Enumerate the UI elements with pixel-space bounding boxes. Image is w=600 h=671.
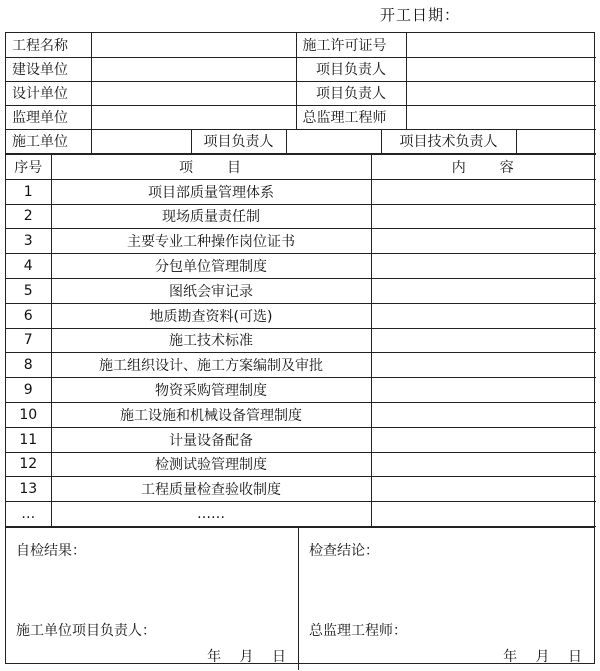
item-number: … xyxy=(6,502,51,527)
item-name: 施工技术标准 xyxy=(51,328,371,353)
contractor-manager-label: 项目负责人 xyxy=(191,130,286,154)
supervision-unit-label: 监理单位 xyxy=(6,105,91,129)
table-row xyxy=(6,502,596,527)
item-content-field[interactable] xyxy=(371,502,596,527)
project-name-field[interactable] xyxy=(91,33,296,57)
item-number: 2 xyxy=(6,204,51,229)
item-name: 检测试验管理制度 xyxy=(51,452,371,477)
contractor-row xyxy=(6,130,596,154)
owner-unit-field[interactable] xyxy=(91,57,296,81)
item-name: 现场质量责任制 xyxy=(51,204,371,229)
item-name: 工程质量检查验收制度 xyxy=(51,477,371,502)
chief-supervisor-label: 总监理工程师 xyxy=(296,105,406,129)
owner-unit-label: 建设单位 xyxy=(6,57,91,81)
item-name: 计量设备配备 xyxy=(51,427,371,452)
item-number: 1 xyxy=(6,179,51,204)
item-number: 4 xyxy=(6,254,51,279)
table-row xyxy=(6,328,596,353)
permit-number-field[interactable] xyxy=(406,33,596,57)
table-row xyxy=(6,179,596,204)
column-header-no: 序号 xyxy=(6,155,51,180)
column-header-content: 内 容 xyxy=(371,155,596,180)
design-manager-label: 项目负责人 xyxy=(296,81,406,105)
supervisor-signer-label: 总监理工程师： xyxy=(309,622,407,639)
contractor-unit-field[interactable] xyxy=(91,130,191,154)
contractor-signer-label: 施工单位项目负责人： xyxy=(16,622,156,639)
table-row xyxy=(6,452,596,477)
item-name: 地质勘查资料(可选) xyxy=(51,303,371,328)
table-row xyxy=(6,254,596,279)
contractor-sign-date: 年 月 日 xyxy=(207,648,286,665)
design-unit-field[interactable] xyxy=(91,81,296,105)
item-name: 分包单位管理制度 xyxy=(51,254,371,279)
self-check-panel xyxy=(6,528,299,670)
signature-section xyxy=(6,527,594,670)
table-row xyxy=(6,303,596,328)
inspection-conclusion-label: 检查结论： xyxy=(309,542,379,559)
project-name-row xyxy=(6,33,596,57)
table-row xyxy=(6,353,596,378)
item-number: 10 xyxy=(6,402,51,427)
owner-manager-label: 项目负责人 xyxy=(296,57,406,81)
design-manager-field[interactable] xyxy=(406,81,596,105)
table-row xyxy=(6,278,596,303)
table-row xyxy=(6,427,596,452)
contractor-table xyxy=(6,130,596,155)
table-row xyxy=(6,402,596,427)
item-content-field[interactable] xyxy=(371,278,596,303)
design-unit-label: 设计单位 xyxy=(6,81,91,105)
item-name: 项目部质量管理体系 xyxy=(51,179,371,204)
quality-check-form xyxy=(5,32,595,664)
column-header-row xyxy=(6,155,596,180)
item-name: …… xyxy=(51,502,371,527)
item-number: 13 xyxy=(6,477,51,502)
supervision-unit-field[interactable] xyxy=(91,105,296,129)
item-name: 物资采购管理制度 xyxy=(51,378,371,403)
item-content-field[interactable] xyxy=(371,328,596,353)
item-content-field[interactable] xyxy=(371,254,596,279)
chief-supervisor-field[interactable] xyxy=(406,105,596,129)
permit-number-label: 施工许可证号 xyxy=(296,33,406,57)
item-name: 图纸会审记录 xyxy=(51,278,371,303)
item-content-field[interactable] xyxy=(371,179,596,204)
item-number: 9 xyxy=(6,378,51,403)
tech-manager-field[interactable] xyxy=(516,130,596,154)
item-content-field[interactable] xyxy=(371,427,596,452)
owner-row xyxy=(6,57,596,81)
item-content-field[interactable] xyxy=(371,353,596,378)
table-row xyxy=(6,204,596,229)
item-name: 施工设施和机械设备管理制度 xyxy=(51,402,371,427)
column-header-item: 项 目 xyxy=(51,155,371,180)
design-row xyxy=(6,81,596,105)
item-number: 3 xyxy=(6,229,51,254)
item-content-field[interactable] xyxy=(371,477,596,502)
inspection-conclusion-panel xyxy=(299,528,594,670)
item-number: 6 xyxy=(6,303,51,328)
item-number: 7 xyxy=(6,328,51,353)
supervision-row xyxy=(6,105,596,129)
project-info-table xyxy=(6,33,596,130)
item-content-field[interactable] xyxy=(371,229,596,254)
table-row xyxy=(6,229,596,254)
item-name: 施工组织设计、施工方案编制及审批 xyxy=(51,353,371,378)
start-date-label: 开工日期： xyxy=(380,6,461,24)
item-name: 主要专业工种操作岗位证书 xyxy=(51,229,371,254)
contractor-manager-field[interactable] xyxy=(286,130,381,154)
table-row xyxy=(6,477,596,502)
item-number: 11 xyxy=(6,427,51,452)
item-content-field[interactable] xyxy=(371,402,596,427)
item-content-field[interactable] xyxy=(371,303,596,328)
contractor-unit-label: 施工单位 xyxy=(6,130,91,154)
supervisor-sign-date: 年 月 日 xyxy=(503,648,582,665)
item-content-field[interactable] xyxy=(371,378,596,403)
item-number: 12 xyxy=(6,452,51,477)
tech-manager-label: 项目技术负责人 xyxy=(381,130,516,154)
self-check-result-label: 自检结果： xyxy=(16,542,86,559)
check-items-table xyxy=(6,154,596,527)
item-content-field[interactable] xyxy=(371,204,596,229)
item-content-field[interactable] xyxy=(371,452,596,477)
owner-manager-field[interactable] xyxy=(406,57,596,81)
project-name-label: 工程名称 xyxy=(6,33,91,57)
item-number: 5 xyxy=(6,278,51,303)
table-row xyxy=(6,378,596,403)
item-number: 8 xyxy=(6,353,51,378)
